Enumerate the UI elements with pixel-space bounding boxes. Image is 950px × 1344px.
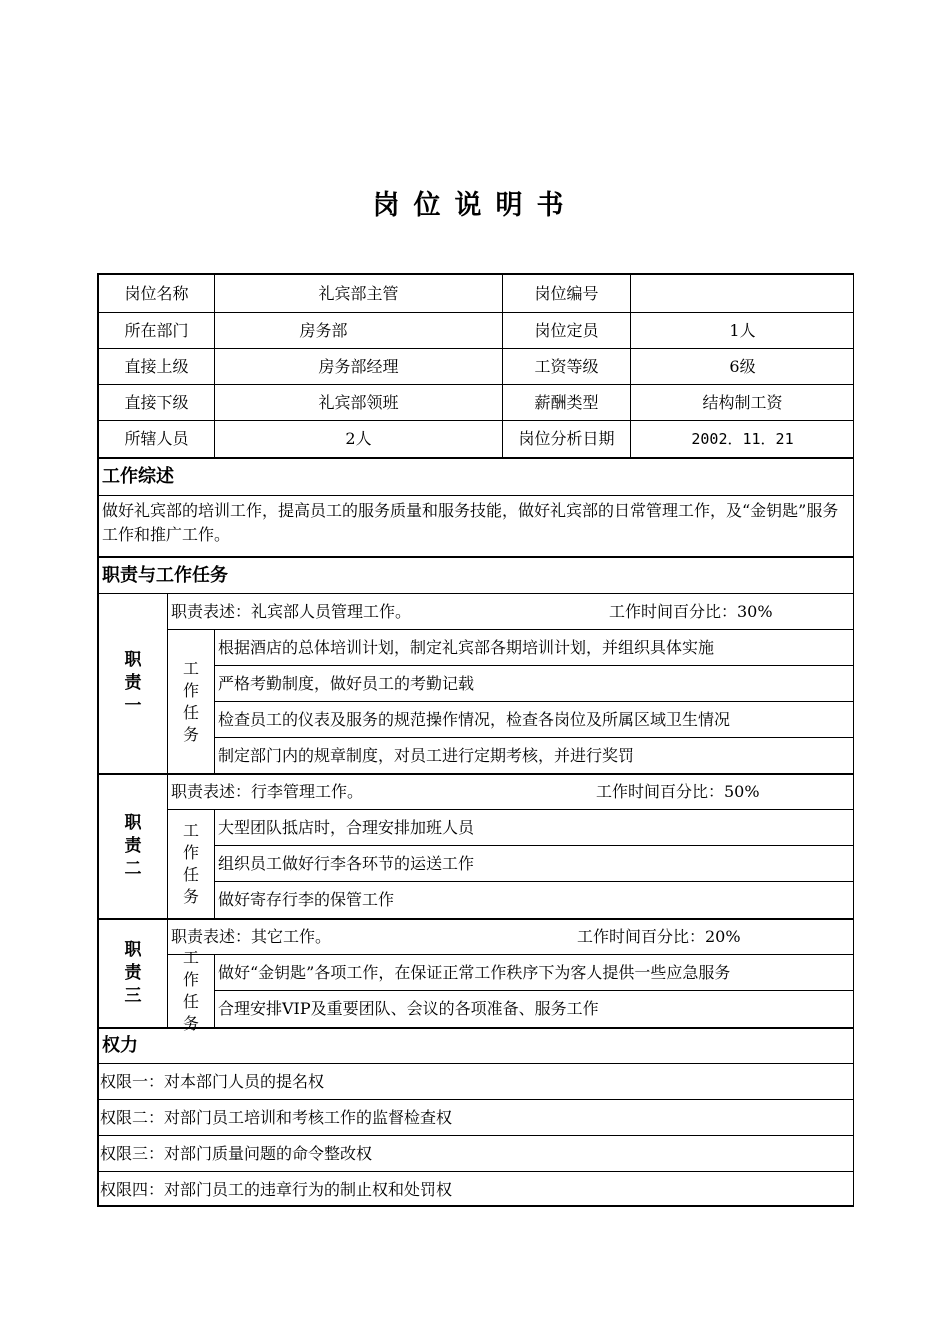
field-value: 房务部	[214, 312, 502, 348]
page-title: 岗位说明书	[372, 190, 578, 221]
task-item: 组织员工做好行李各环节的运送工作	[214, 845, 854, 881]
field-label: 所在部门	[99, 312, 214, 348]
duty-label: 职责一	[99, 593, 167, 773]
field-value: 礼宾部领班	[214, 384, 502, 420]
duty-label: 职责三	[99, 918, 167, 1027]
task-item: 大型团队抵店时，合理安排加班人员	[214, 809, 854, 845]
section-heading-duties: 职责与工作任务	[99, 556, 854, 593]
duty-description: 职责表述：行李管理工作。	[171, 782, 364, 801]
analysis-date: 2002．11．21	[630, 420, 854, 457]
duty-description: 职责表述：礼宾部人员管理工作。	[171, 601, 412, 621]
field-label: 岗位编号	[502, 275, 630, 312]
section-heading-authority: 权力	[99, 1027, 854, 1063]
task-label: 工作任务	[167, 954, 214, 1027]
field-label: 薪酬类型	[502, 384, 630, 420]
field-label: 直接上级	[99, 348, 214, 384]
authority-item: 权限二：对部门员工培训和考核工作的监督检查权	[99, 1099, 854, 1135]
duty-description-row	[167, 918, 854, 954]
field-value	[630, 275, 854, 312]
field-label: 岗位定员	[502, 312, 630, 348]
task-label: 工作任务	[167, 629, 214, 773]
task-item: 做好“金钥匙”各项工作，在保证正常工作秩序下为客人提供一些应急服务	[214, 954, 854, 990]
section-heading-summary: 工作综述	[99, 457, 854, 495]
field-label: 岗位分析日期	[502, 420, 630, 457]
task-item: 合理安排VIP及重要团队、会议的各项准备、服务工作	[214, 990, 854, 1027]
task-item: 检查员工的仪表及服务的规范操作情况，检查各岗位及所属区域卫生情况	[214, 701, 854, 737]
authority-item: 权限四：对部门员工的违章行为的制止权和处罚权	[99, 1171, 854, 1207]
field-value: 礼宾部主管	[214, 275, 502, 312]
task-item: 做好寄存行李的保管工作	[214, 881, 854, 918]
field-value: 结构制工资	[630, 384, 854, 420]
authority-item: 权限一：对本部门人员的提名权	[99, 1063, 854, 1099]
field-label: 直接下级	[99, 384, 214, 420]
duty-description-row	[167, 773, 854, 809]
duty-label: 职责二	[99, 773, 167, 918]
field-label: 岗位名称	[124, 283, 189, 303]
duty-description-row	[167, 593, 854, 629]
task-item: 严格考勤制度，做好员工的考勤记载	[214, 665, 854, 701]
task-label: 工作任务	[167, 809, 214, 918]
time-percentage: 工作时间百分比：50%	[596, 782, 760, 801]
field-label: 所辖人员	[99, 420, 214, 457]
time-percentage: 工作时间百分比：30%	[609, 601, 773, 621]
duty-description: 职责表述：其它工作。	[171, 927, 332, 946]
summary-text: 做好礼宾部的培训工作，提高员工的服务质量和服务技能，做好礼宾部的日常管理工作，及“金钥匙”服务工作和推广工作。	[99, 495, 854, 556]
task-item: 制定部门内的规章制度，对员工进行定期考核，并进行奖罚	[214, 737, 854, 773]
task-item: 根据酒店的总体培训计划，制定礼宾部各期培训计划，并组织具体实施	[214, 629, 854, 665]
job-description-table	[97, 273, 854, 1207]
authority-item: 权限三：对部门质量问题的命令整改权	[99, 1135, 854, 1171]
field-value: 房务部经理	[214, 348, 502, 384]
field-value: 6级	[630, 348, 854, 384]
time-percentage: 工作时间百分比：20%	[577, 927, 741, 946]
field-value: 1人	[630, 312, 854, 348]
field-label: 工资等级	[502, 348, 630, 384]
field-value: 2人	[214, 420, 502, 457]
